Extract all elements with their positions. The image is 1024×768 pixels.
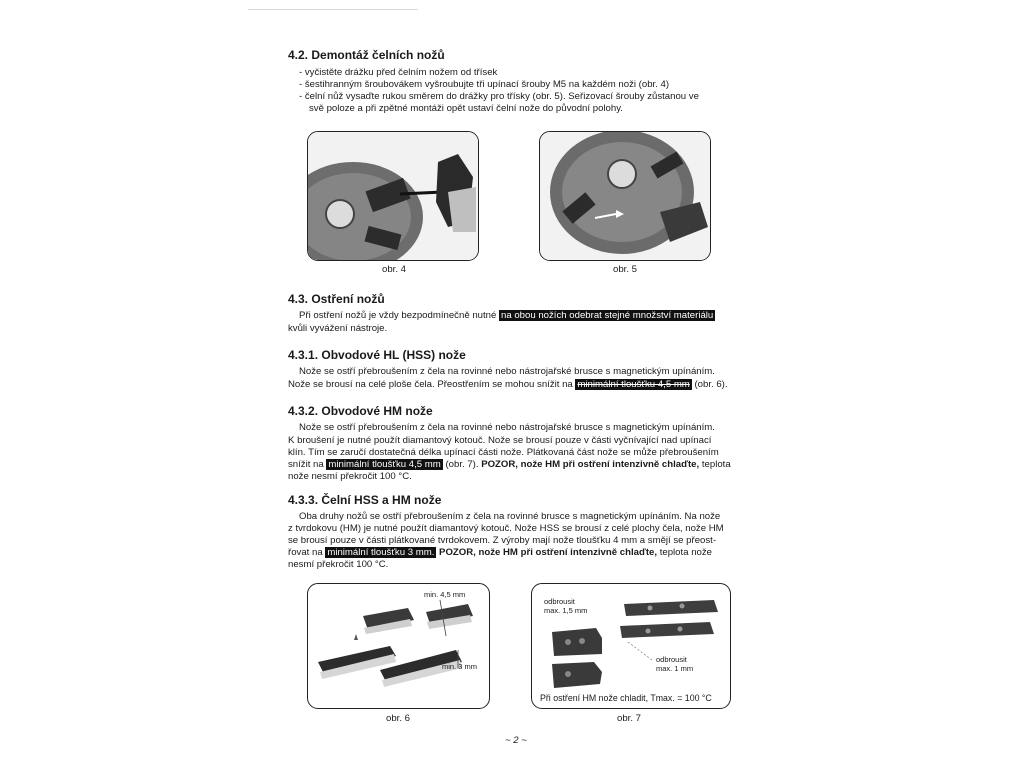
- s43-highlight: na obou nožích odebrat stejné množství materiálu: [501, 310, 714, 321]
- s42-line-2: - šestihranným šroubovákem vyšroubujte tři upínací šrouby M5 na každém noži (obr. 4): [299, 79, 670, 90]
- s432-post: teplota: [701, 459, 731, 470]
- fig6-label-top: min. 4,5 mm: [424, 590, 466, 599]
- s431-text: Nože se brousí na celé ploše čela. Přeostřením se mohou snížit na: [288, 379, 573, 390]
- s43-line-2: kvůli vyvážení nástroje.: [288, 323, 388, 334]
- heading-4-3: 4.3. Ostření nožů: [288, 292, 385, 306]
- s432-line-5: nože nesmí překročit 100 °C.: [288, 471, 412, 482]
- fig6-label-bottom: min. 3 mm: [442, 662, 478, 671]
- s431-line-2: [288, 379, 728, 392]
- scan-artifact-line: [248, 9, 418, 10]
- s432-line-1: Nože se ostří přebroušením z čela na rovinné nebo nástrojařské brusce s magnetickým upínáním.: [299, 422, 715, 433]
- fig7-note: Při ostření HM nože chladit, Tmax. = 100 °C: [540, 693, 712, 703]
- s431-ref: (obr. 6).: [694, 379, 728, 390]
- s432-text: snížit na: [288, 459, 324, 470]
- figure-6-caption: obr. 6: [386, 713, 411, 724]
- s433-line-3: se brousí pouze v části plátkované tvrdokovem. Z výroby mají nože tloušťku 4 mm a smějí se přeost-: [288, 535, 717, 546]
- fig7-label-1a: odbrousit: [544, 597, 575, 606]
- s432-warning: POZOR, nože HM při ostření intenzivně chlaďte,: [481, 459, 700, 470]
- s433-line-5: nesmí překročit 100 °C.: [288, 559, 389, 570]
- s43-line-1: [299, 310, 715, 323]
- s433-line-4: [288, 547, 712, 560]
- s42-line-4: svě poloze a při zpětné montáži opět ustaví čelní nože do původní polohy.: [309, 103, 623, 114]
- heading-4-3-3: 4.3.3. Čelní HSS a HM nože: [288, 493, 442, 507]
- figure-4-photo: [307, 131, 479, 261]
- figure-5-caption: obr. 5: [613, 264, 638, 275]
- figure-5-photo: [539, 131, 711, 261]
- figure-7-photo: [531, 583, 731, 709]
- fig7-label-2b: max. 1 mm: [656, 664, 694, 673]
- s43-text: Při ostření nožů je vždy bezpodmínečně nutné: [299, 310, 497, 321]
- figure-6-photo: [307, 583, 490, 709]
- fig7-label-1b: max. 1,5 mm: [544, 606, 588, 615]
- figure-7-caption: obr. 7: [617, 713, 642, 724]
- s432-highlight: minimální tloušťku 4,5 mm: [328, 459, 441, 470]
- heading-4-3-2: 4.3.2. Obvodové HM nože: [288, 404, 433, 418]
- s432-line-2: K broušení je nutné použít diamantový kotouč. Nože se brousí pouze v části vyčnívající nad upínací: [288, 435, 712, 446]
- s432-line-4: [288, 459, 731, 472]
- s433-highlight: minimální tloušťku 3 mm.: [327, 547, 435, 558]
- page-number: ~ 2 ~: [505, 735, 527, 746]
- s42-line-3: - čelní nůž vysaďte rukou směrem do drážky pro třísky (obr. 5). Seřizovací šrouby zůstanou ve: [299, 91, 699, 102]
- s433-line-2: z tvrdokovu (HM) je nutné použít diamantový kotouč. Nože HSS se brousí z celé plochy čela, nože HM: [288, 523, 724, 534]
- heading-4-3-1: 4.3.1. Obvodové HL (HSS) nože: [288, 348, 466, 362]
- s433-text: řovat na: [288, 547, 323, 558]
- figure-4-caption: obr. 4: [382, 264, 407, 275]
- s431-highlight: minimální tloušťku 4,5 mm: [577, 379, 690, 390]
- s431-line-1: Nože se ostří přebroušením z čela na rovinné nebo nástrojařské brusce s magnetickým upínáním.: [299, 366, 715, 377]
- s432-line-3: klín. Tím se zaručí dostatečná délka upínací části nože. Plátkovaná část nože se může přebroušením: [288, 447, 719, 458]
- s433-warning: POZOR, nože HM při ostření intenzivně chlaďte,: [439, 547, 658, 558]
- s432-ref: (obr. 7).: [445, 459, 479, 470]
- heading-4-2: 4.2. Demontáž čelních nožů: [288, 48, 445, 62]
- s433-post: teplota nože: [659, 547, 712, 558]
- s433-line-1: Oba druhy nožů se ostří přebroušením z čela na rovinné brusce s magnetickým upínáním. Na nože: [299, 511, 721, 522]
- s42-line-1: - vyčistěte drážku před čelním nožem od třísek: [299, 67, 498, 78]
- fig7-label-2a: odbrousit: [656, 655, 687, 664]
